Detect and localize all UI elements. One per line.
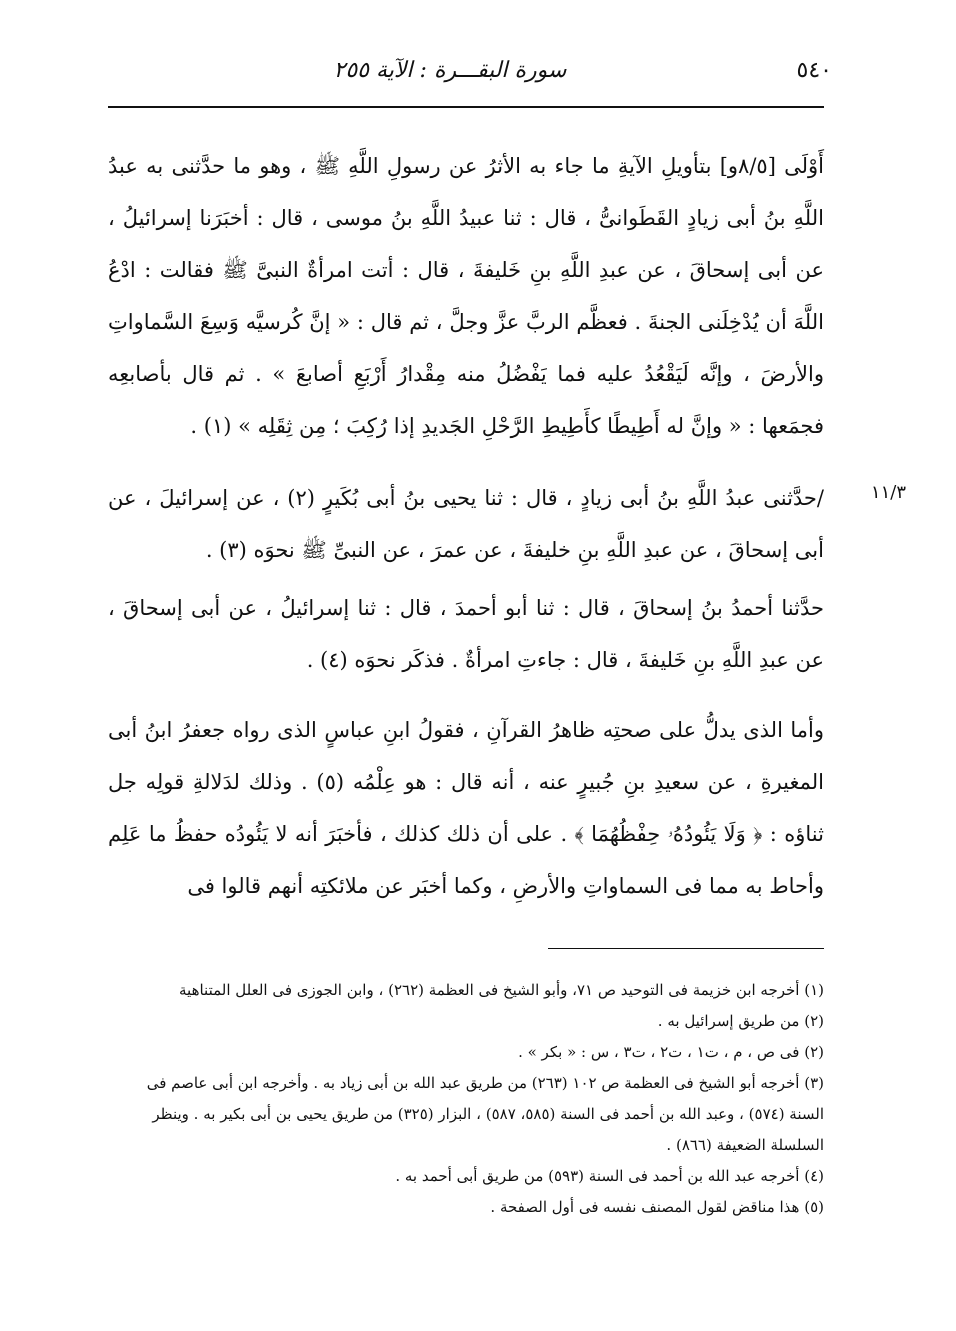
paragraph-2 [108, 472, 824, 576]
footnote-1: (١) أخرجه ابن خزيمة فى التوحيد ص ٧١، وأبو الشيخ فى العظمة (٢٦٢) ، وابن الجوزى فى العلل المتناهية [179, 981, 824, 999]
paragraph-1 [108, 140, 824, 452]
paragraph-text: وأما الذى يدلُّ على صحتِه ظاهرُ القرآنِ ، فقولُ ابنِ عباسٍ الذى رواه جعفرُ ابنُ أبى المغيرةِ ، عن سعيدِ بنِ جُبيرٍ عنه ، أنه قال : هو عِلْمُه (٥) . وذلك لدَلالةِ قولِه جل ثناؤه : ﴿ وَلَا يَئُودُهُۥ حِفْظُهُمَا ﴾ . على أن ذلك كذلك ، فأخبَرَ أنه لا يَئُودُه حفظُ ما عَلِم وأحاط به مما فى السماواتِ والأرضِ ، وكما أخبَر عن ملائكتِه أنهم قالوا فى [108, 718, 824, 898]
paragraph-text: أَوْلَى [٨/٥و] بتأويلِ الآيةِ ما جاء به الأثرُ عن رسولِ اللَّهِ ﷺ ، وهو ما حدَّثنى به عبدُ اللَّهِ بنُ أبى زيادٍ القَطَوانىُّ ، قال : ثنا عبيدُ اللَّهِ بنُ موسى ، قال : أخبَرَنا إسرائيلُ ، عن أبى إسحاقَ ، عن عبدِ اللَّهِ بنِ خَليفةَ ، قال : أتت امرأةٌ النبىَّ ﷺ فقالت : ادْعُ اللَّهَ أن يُدْخِلَنى الجنةَ . فعظَّم الربَّ عزَّ وجلَّ ، ثم قال : « إنَّ كُرسيَّه وَسِعَ السَّماواتِ والأرضَ ، وإنَّه لَيَقْعُدُ عليه فما يَفْضُلُ منه مِقْدارُ أَرْبَعِ أصابعَ » . ثم قال بأصابعِه فجمَعها : « وإنَّ له أَطِيطًا كأَطِيطِ الرَّحْلِ الجَديدِ إذا رُكِبَ ؛ مِن ثِقَلِه » (١) . [108, 154, 824, 438]
header-rule [108, 106, 824, 108]
paragraph-3 [108, 582, 824, 686]
paragraph-4 [108, 704, 824, 912]
footnote-5: (٥) هذا مناقض لقول المصنف نفسه فى أول الصفحة . [490, 1198, 824, 1216]
footnote-rule [548, 948, 824, 949]
running-title: سورة البقـــرة : الآية ٢٥٥ [333, 58, 567, 83]
footnote-3: (٣) أخرجه أبو الشيخ فى العظمة ص ١٠٢ (٢٦٣) من طريق عبد الله بن أبى زياد به . وأخرجه ابن أبى عاصم فى السنة (٥٧٤) ، وعبد الله بن أحمد فى السنة (٥٨٥، ٥٨٧) ، البزار (٣٢٥) من طريق يحيى بن أبى بكير به . وينظر السلسلة الضعيفة (٨٦٦) . [146, 1074, 824, 1154]
paragraph-text: /حدَّثنى عبدُ اللَّهِ بنُ أبى زيادٍ ، قال : ثنا يحيى بنُ أبى بُكَيرٍ (٢) ، عن إسرائيلَ ، عن أبى إسحاقَ ، عن عبدِ اللَّهِ بنِ خليفةَ ، عن عمرَ ، عن النبىِّ ﷺ نحوَه (٣) . [108, 486, 824, 562]
page-number: ٥٤٠ [796, 58, 832, 83]
footnote-2: (٢) من طريق إسرائيل به . [657, 1012, 824, 1030]
footnote-4: (٤) أخرجه عبد الله بن أحمد فى السنة (٥٩٣) من طريق أبى أحمد به . [395, 1167, 824, 1185]
footnote-2-variant: (٢) فى ص ، م ، ت١ ، ت٢ ، ت٣ ، س : « بكر » . [518, 1043, 824, 1061]
footnotes [108, 975, 824, 1223]
paragraph-text: حدَّثنا أحمدُ بنُ إسحاقَ ، قال : ثنا أبو أحمدَ ، قال : ثنا إسرائيلُ ، عن أبى إسحاقَ ، عن عبدِ اللَّهِ بنِ خَليفةَ ، قال : جاءتِ امرأةٌ . فذكَر نحوَه (٤) . [108, 596, 824, 672]
margin-reference: ١١/٣ [870, 482, 906, 503]
